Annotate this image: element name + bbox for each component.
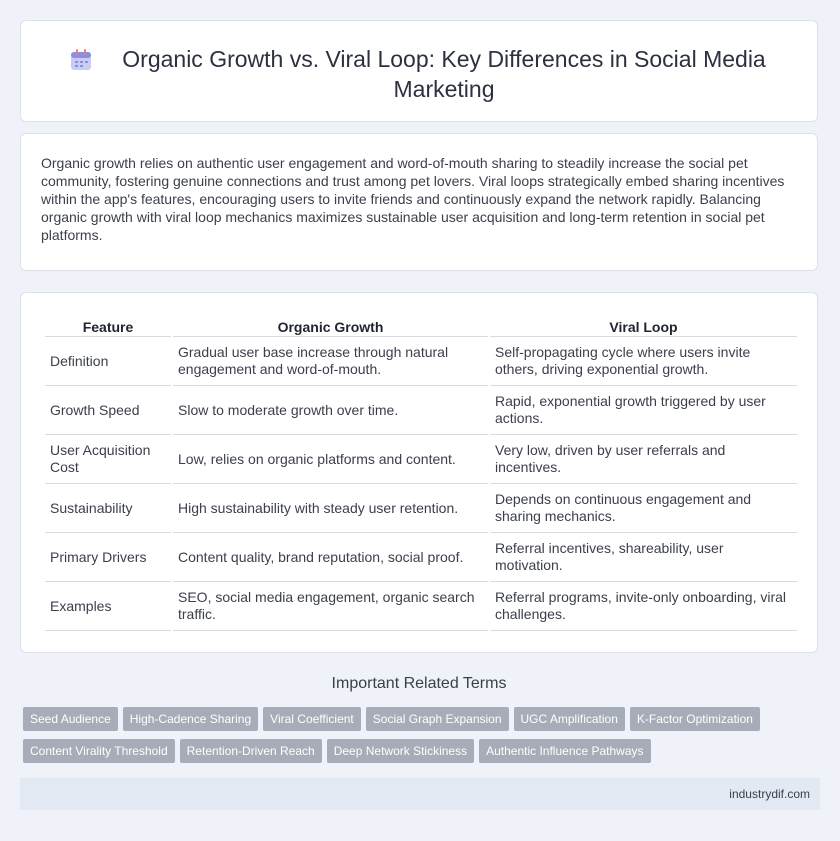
term-tag[interactable]: Retention-Driven Reach [180,739,322,763]
related-terms-list [23,707,803,771]
viral-cell: Rapid, exponential growth triggered by user actions. [490,386,797,435]
table-row [45,582,797,631]
term-tag[interactable]: Social Graph Expansion [366,707,509,731]
organic-cell: Gradual user base increase through natural engagement and word-of-mouth. [173,337,488,386]
feature-cell: User Acquisition Cost [45,435,171,484]
table-row [45,435,797,484]
page-title: Organic Growth vs. Viral Loop: Key Differences in Social Media Marketing [122,46,766,102]
organic-cell: SEO, social media engagement, organic search traffic. [173,582,488,631]
organic-cell: Content quality, brand reputation, social proof. [173,533,488,582]
feature-cell: Definition [45,337,171,386]
term-tag[interactable]: K-Factor Optimization [630,707,760,731]
footer [20,778,820,810]
term-tag[interactable]: Deep Network Stickiness [327,739,474,763]
table-row [45,484,797,533]
feature-cell: Growth Speed [45,386,171,435]
header-organic-growth: Organic Growth [173,315,488,337]
term-tag[interactable]: High-Cadence Sharing [123,707,258,731]
viral-cell: Depends on continuous engagement and sharing mechanics. [490,484,797,533]
feature-cell: Examples [45,582,171,631]
feature-cell: Sustainability [45,484,171,533]
viral-cell: Referral incentives, shareability, user motivation. [490,533,797,582]
intro-card [20,133,818,271]
term-tag[interactable]: Content Virality Threshold [23,739,175,763]
table-header-row [45,315,797,337]
header-feature: Feature [45,315,171,337]
table-row [45,386,797,435]
related-terms-heading: Important Related Terms [331,675,507,692]
term-tag[interactable]: Viral Coefficient [263,707,361,731]
term-tag[interactable]: UGC Amplification [514,707,625,731]
organic-cell: Low, relies on organic platforms and content. [173,435,488,484]
header-viral-loop: Viral Loop [490,315,797,337]
intro-paragraph: Organic growth relies on authentic user engagement and word-of-mouth sharing to steadily increase the social pet community, fostering genuine connections and trust among pet lovers. Viral loops strategically embed sharing incentives within the app's features, encouraging users to invite friends and continuously expand the network rapidly. Balancing organic growth with viral loop mechanics maximizes sustainable user acquisition and long-term retention in social pet platforms. [41,155,785,243]
title-card [20,20,818,122]
table-row [45,533,797,582]
term-tag[interactable]: Seed Audience [23,707,118,731]
comparison-card [20,292,818,653]
viral-cell: Referral programs, invite-only onboarding, viral challenges. [490,582,797,631]
footer-site-link[interactable]: industrydif.com [729,787,810,801]
organic-cell: Slow to moderate growth over time. [173,386,488,435]
term-tag[interactable]: Authentic Influence Pathways [479,739,650,763]
viral-cell: Self-propagating cycle where users invite others, driving exponential growth. [490,337,797,386]
table-row [45,337,797,386]
comparison-table [43,315,799,631]
feature-cell: Primary Drivers [45,533,171,582]
organic-cell: High sustainability with steady user retention. [173,484,488,533]
viral-cell: Very low, driven by user referrals and incentives. [490,435,797,484]
